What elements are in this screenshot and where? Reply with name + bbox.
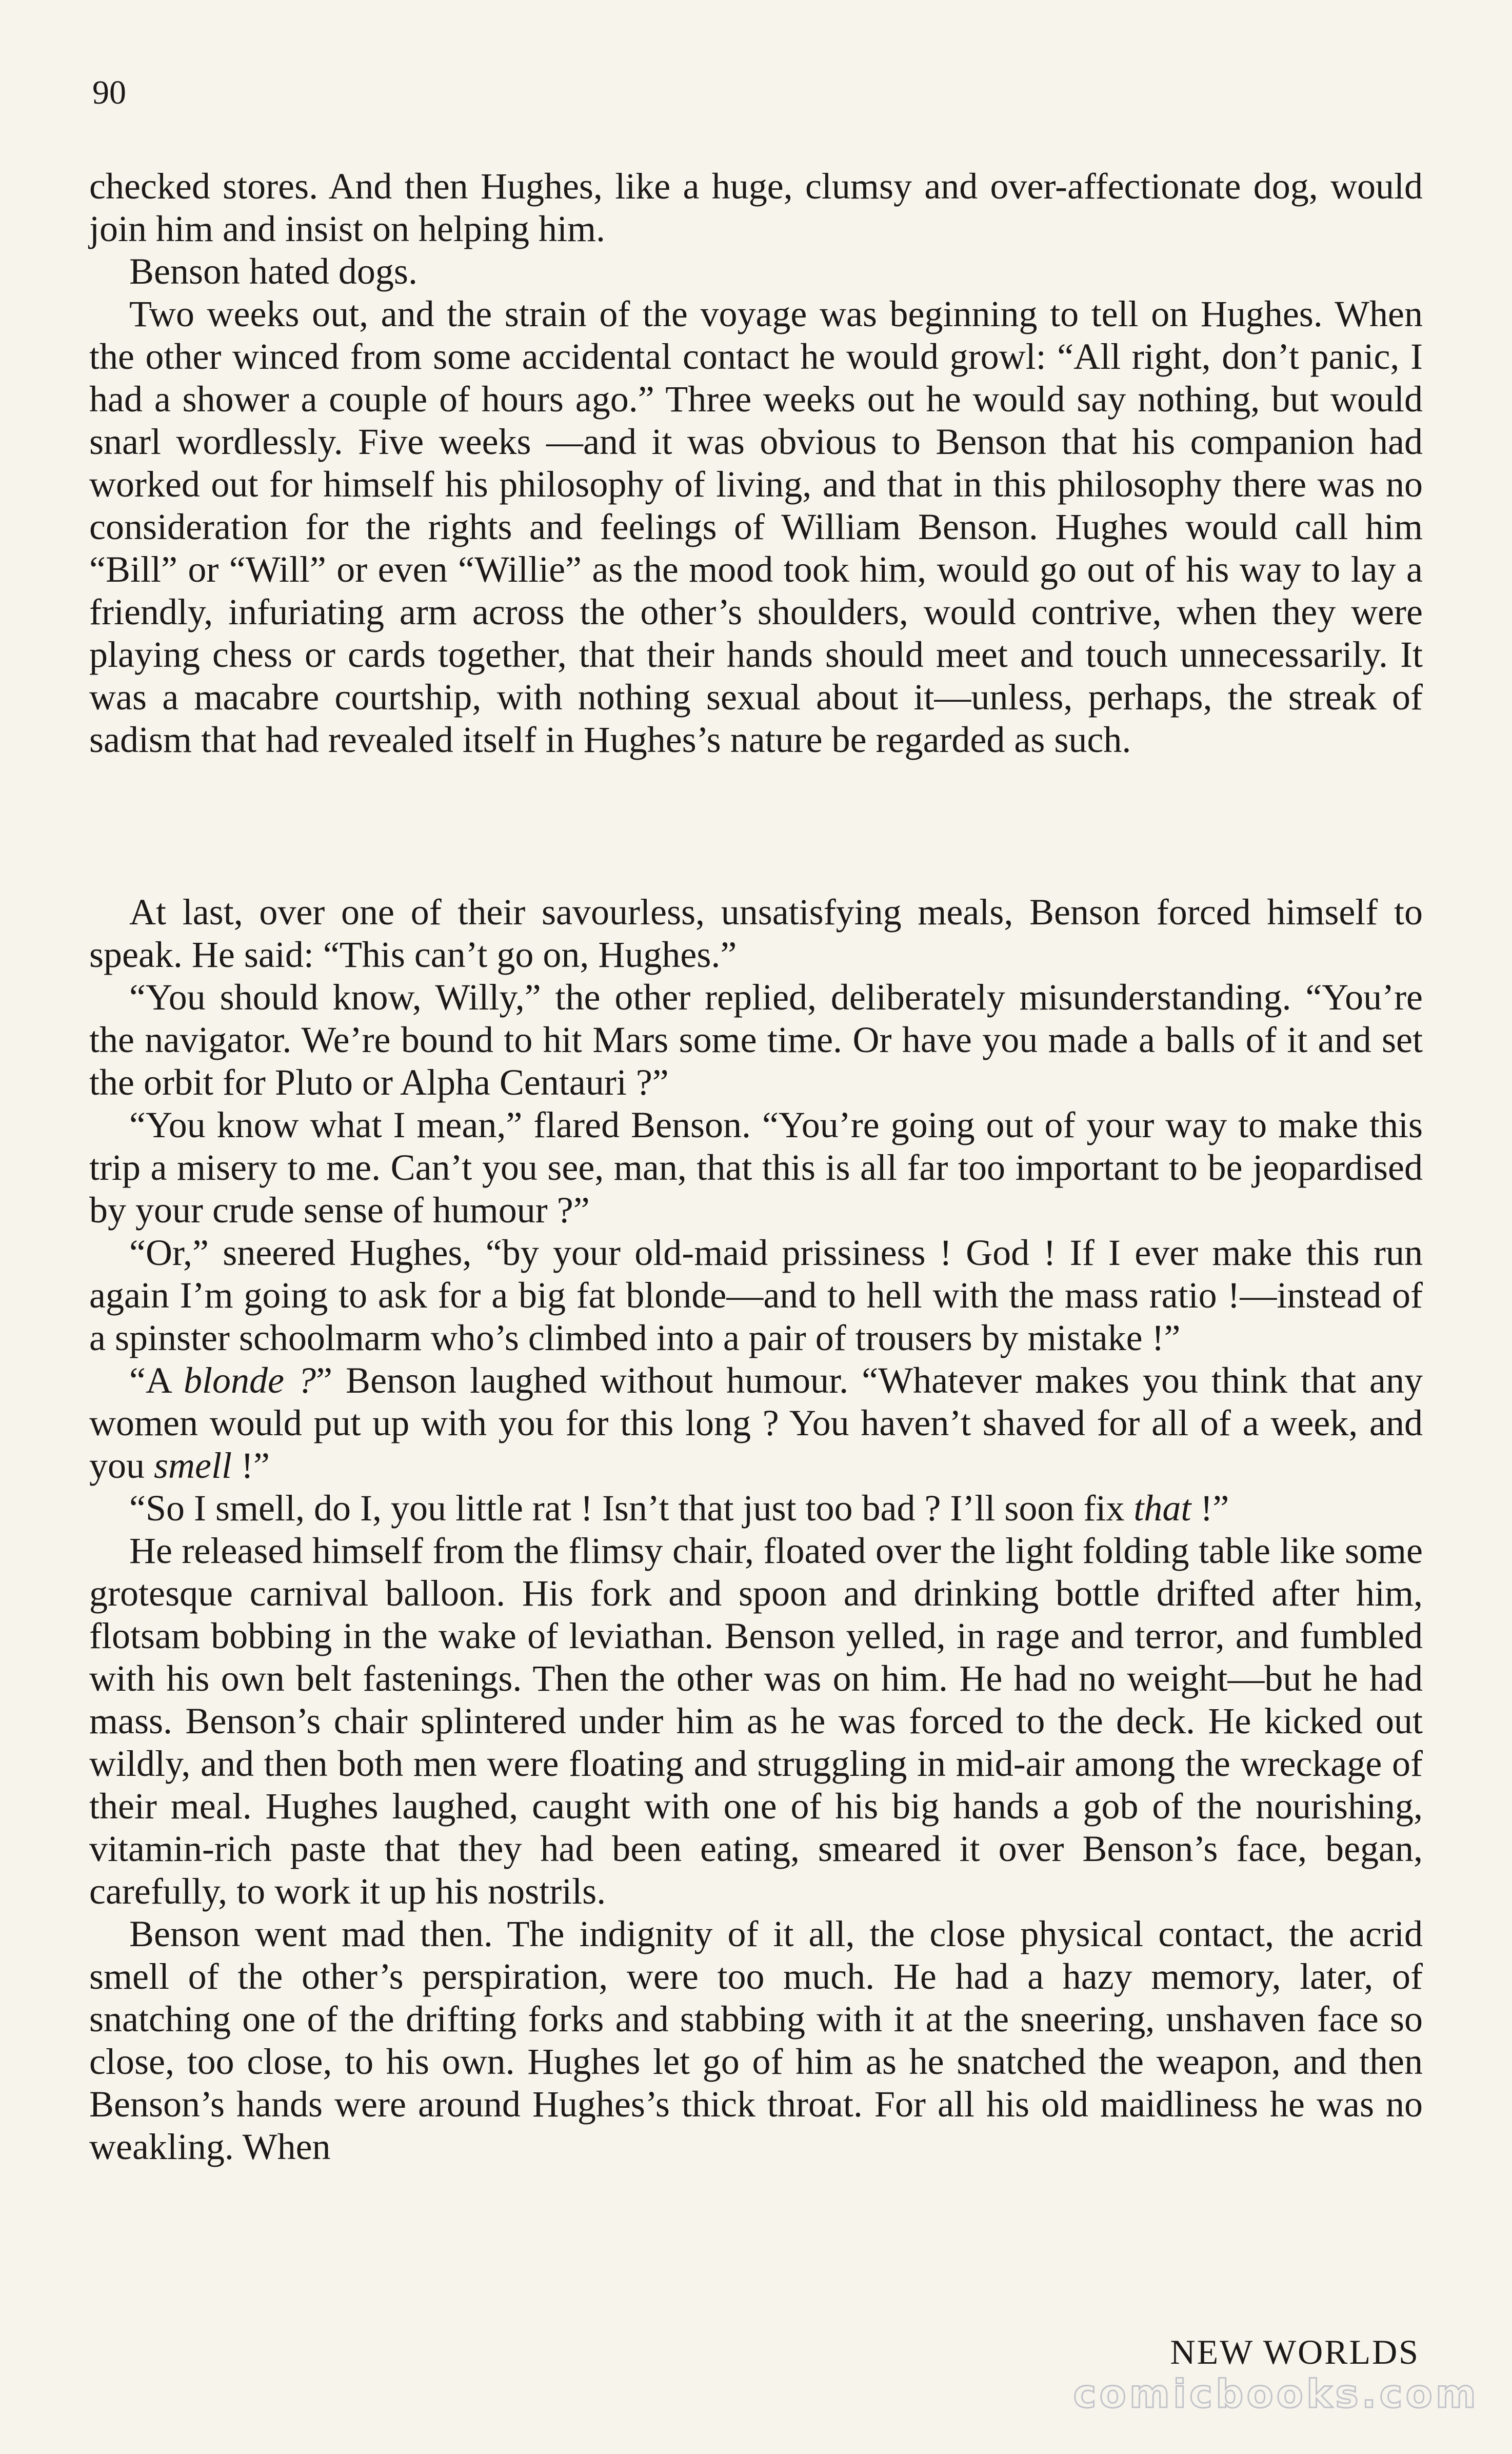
site-watermark: comicbooks.com bbox=[1073, 2371, 1479, 2417]
italic-text-run: that bbox=[1133, 1488, 1191, 1529]
paragraph: He released himself from the flimsy chair, floated over the light folding table like some grotesque carnival balloon. His fork and spoon and drinking bottle drifted after him, flotsam bobbing in the wake of leviathan. Benson yelled, in rage and terror, and fumbled with his own belt fastenings. Then the other was on him. He had no weight—but he had mass. Benson’s chair splintered under him as he was forced to the deck. He kicked out wildly, and then both men were floating and struggling in mid-air among the wreckage of their meal. Hughes laughed, caught with one of his big hands a gob of the nourishing, vitamin-rich paste that they had been eating, smeared it over Benson’s face, began, carefully, to work it up his nostrils. bbox=[89, 1530, 1423, 1912]
paragraph: “Or,” sneered Hughes, “by your old-maid prissiness ! God ! If I ever make this run again I’m going to ask for a big fat blonde—and to hell with the mass ratio !—instead of a spinster schoolmarm who’s climbed into a pair of trousers by mistake !” bbox=[89, 1232, 1423, 1358]
paragraph: Benson went mad then. The indignity of it all, the close physical contact, the acrid smell of the other’s perspiration, were too much. He had a hazy memory, later, of snatching one of the drifting forks and stabbing with it at the sneering, unshaven face so close, too close, to his own. Hughes let go of him as he snatched the weapon, and then Benson’s hands were around Hughes’s thick throat. For all his old maidliness he was no weakling. When bbox=[89, 1913, 1423, 2167]
text-section-two bbox=[89, 891, 1423, 2168]
paragraph-continued: checked stores. And then Hughes, like a huge, clumsy and over-affectionate dog, would join him and insist on helping him. bbox=[89, 166, 1423, 249]
paragraph: “You know what I mean,” flared Benson. “You’re going out of your way to make this trip a misery to me. Can’t you see, man, that this is all far too important to be jeopardised by your crude sense of humour ?” bbox=[89, 1104, 1423, 1231]
text-run: !” bbox=[1191, 1488, 1229, 1529]
text-section-one bbox=[89, 165, 1423, 761]
italic-text-run: blonde ? bbox=[184, 1360, 316, 1401]
paragraph: Benson hated dogs. bbox=[129, 251, 417, 292]
magazine-name-footer: NEW WORLDS bbox=[1170, 2332, 1420, 2371]
italic-text-run: smell bbox=[154, 1445, 232, 1486]
paragraph: “You should know, Willy,” the other replied, deliberately misunderstanding. “You’re the navigator. We’re bound to hit Mars some time. Or have you made a balls of it and set the orbit for Pluto or Alpha Centauri ?” bbox=[89, 977, 1423, 1103]
page-number: 90 bbox=[92, 74, 126, 111]
text-run: ” Benson laughed without humour. “Whatever makes you think that any women would put up with you for this long ? You haven’t shaved for all of a week, and you bbox=[89, 1360, 1423, 1486]
text-run: !” bbox=[231, 1445, 270, 1486]
text-run: “A bbox=[129, 1360, 184, 1401]
paragraph: Two weeks out, and the strain of the voyage was beginning to tell on Hughes. When the other winced from some accidental contact he would growl: “All right, don’t panic, I had a shower a couple of hours ago.” Three weeks out he would say nothing, but would snarl wordlessly. Five weeks —and it was obvious to Benson that his companion had worked out for himself his philosophy of living, and that in this philosophy there was no consideration for the rights and feelings of William Benson. Hughes would call him “Bill” or “Will” or even “Willie” as the mood took him, would go out of his way to lay a friendly, infuriating arm across the other’s shoulders, would contrive, when they were playing chess or cards together, that their hands should meet and touch unnecessarily. It was a macabre courtship, with nothing sexual about it—unless, perhaps, the streak of sadism that had revealed itself in Hughes’s nature be regarded as such. bbox=[89, 293, 1423, 760]
text-run: “So I smell, do I, you little rat ! Isn’t that just too bad ? I’ll soon fix bbox=[129, 1488, 1134, 1529]
paragraph bbox=[89, 1359, 1423, 1487]
paragraph: At last, over one of their savourless, unsatisfying meals, Benson forced himself to speak. He said: “This can’t go on, Hughes.” bbox=[89, 892, 1423, 975]
paragraph bbox=[89, 1487, 1423, 1530]
